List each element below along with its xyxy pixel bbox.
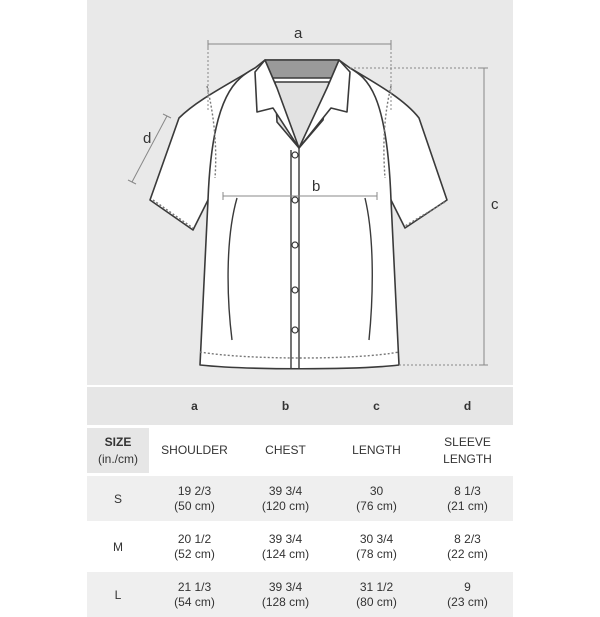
dim-label-a: a bbox=[294, 25, 303, 42]
value-cell: 8 1/3 (21 cm) bbox=[422, 476, 513, 521]
value-cell: 30 3/4 (78 cm) bbox=[331, 524, 422, 569]
table-row-column-letters bbox=[87, 387, 513, 425]
dim-label-c: c bbox=[491, 196, 499, 213]
value-cell: 30 (76 cm) bbox=[331, 476, 422, 521]
size-m: M bbox=[87, 524, 149, 569]
column-letter-b: b bbox=[240, 387, 331, 425]
button-5 bbox=[292, 327, 298, 333]
size-header: SIZE (in./cm) bbox=[87, 428, 149, 473]
value-cell: 8 2/3 (22 cm) bbox=[422, 524, 513, 569]
value-cell: 21 1/3 (54 cm) bbox=[149, 572, 240, 617]
column-letter-a: a bbox=[149, 387, 240, 425]
value-cell: 19 2/3 (50 cm) bbox=[149, 476, 240, 521]
button-1 bbox=[292, 152, 298, 158]
corner-cell bbox=[87, 387, 149, 425]
button-3 bbox=[292, 242, 298, 248]
button-2 bbox=[292, 197, 298, 203]
column-letter-c: c bbox=[331, 387, 422, 425]
value-cell: 39 3/4 (128 cm) bbox=[240, 572, 331, 617]
header-length: LENGTH bbox=[331, 428, 422, 473]
header-sleeve-length: SLEEVE LENGTH bbox=[422, 428, 513, 473]
dim-label-d: d bbox=[143, 130, 152, 147]
shirt-measurement-diagram bbox=[87, 0, 513, 385]
table-row bbox=[87, 476, 513, 521]
header-shoulder: SHOULDER bbox=[149, 428, 240, 473]
size-chart-table bbox=[87, 387, 513, 617]
table-row bbox=[87, 572, 513, 617]
header-chest: CHEST bbox=[240, 428, 331, 473]
table-row bbox=[87, 524, 513, 569]
size-l: L bbox=[87, 572, 149, 617]
button-4 bbox=[292, 287, 298, 293]
shirt-illustration bbox=[87, 0, 513, 385]
collar-back bbox=[265, 60, 339, 78]
size-s: S bbox=[87, 476, 149, 521]
column-letter-d: d bbox=[422, 387, 513, 425]
value-cell: 9 (23 cm) bbox=[422, 572, 513, 617]
value-cell: 31 1/2 (80 cm) bbox=[331, 572, 422, 617]
value-cell: 39 3/4 (120 cm) bbox=[240, 476, 331, 521]
value-cell: 20 1/2 (52 cm) bbox=[149, 524, 240, 569]
dim-label-b: b bbox=[312, 178, 321, 195]
table-row-headers bbox=[87, 428, 513, 473]
value-cell: 39 3/4 (124 cm) bbox=[240, 524, 331, 569]
